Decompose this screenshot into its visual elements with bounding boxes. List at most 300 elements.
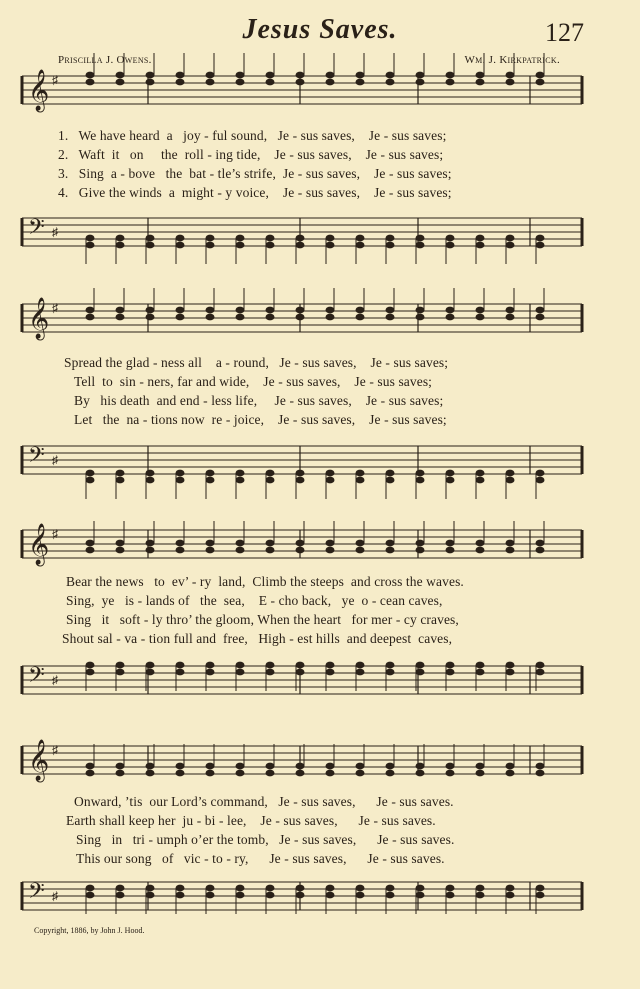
notehead bbox=[476, 477, 485, 484]
notehead bbox=[416, 314, 425, 321]
notehead bbox=[386, 235, 395, 242]
notehead bbox=[386, 470, 395, 477]
system-2-verse-3: By his death and end - less life, Je - sus saves, Je - sus saves; bbox=[74, 393, 444, 408]
notehead bbox=[176, 470, 185, 477]
notehead bbox=[356, 892, 365, 899]
system-1-treble-staff bbox=[0, 64, 640, 124]
notehead bbox=[476, 669, 485, 676]
notehead bbox=[506, 770, 515, 777]
notehead bbox=[326, 470, 335, 477]
notehead bbox=[416, 547, 425, 554]
notehead bbox=[206, 242, 215, 249]
system-4-bass-staff bbox=[0, 870, 640, 930]
notehead bbox=[146, 314, 155, 321]
notehead bbox=[386, 72, 395, 79]
notehead bbox=[176, 235, 185, 242]
notehead bbox=[116, 79, 125, 86]
notehead bbox=[176, 477, 185, 484]
system-4-verse-3: Sing in tri - umph o’er the tomb, Je - sus saves, Je - sus saves. bbox=[76, 832, 455, 847]
page-number: 127 bbox=[545, 18, 584, 47]
notehead bbox=[206, 235, 215, 242]
notehead bbox=[236, 79, 245, 86]
notehead bbox=[236, 314, 245, 321]
notehead bbox=[506, 470, 515, 477]
notehead bbox=[356, 307, 365, 314]
notehead bbox=[356, 662, 365, 669]
notehead bbox=[506, 242, 515, 249]
notehead bbox=[266, 235, 275, 242]
system-3-verse-2: Sing, ye is - lands of the sea, E - cho back, ye o - cean caves, bbox=[66, 593, 443, 608]
notehead bbox=[146, 242, 155, 249]
notehead bbox=[476, 72, 485, 79]
notehead bbox=[446, 79, 455, 86]
notehead bbox=[296, 79, 305, 86]
notehead bbox=[236, 885, 245, 892]
notehead bbox=[386, 763, 395, 770]
notehead bbox=[296, 477, 305, 484]
notehead bbox=[326, 547, 335, 554]
system-1-bass-staff bbox=[0, 206, 640, 266]
notehead bbox=[116, 669, 125, 676]
system-1-verse-2: 2. Waft it on the roll - ing tide, Je - sus saves, Je - sus saves; bbox=[58, 147, 444, 162]
key-signature-sharp-icon: ♯ bbox=[52, 453, 58, 467]
system-4-verse-4: This our song of vic - to - ry, Je - sus saves, Je - sus saves. bbox=[76, 851, 445, 866]
notehead bbox=[266, 470, 275, 477]
notehead bbox=[416, 307, 425, 314]
notehead bbox=[176, 314, 185, 321]
notehead bbox=[206, 892, 215, 899]
notehead bbox=[296, 885, 305, 892]
notehead bbox=[266, 669, 275, 676]
notehead bbox=[146, 662, 155, 669]
notehead bbox=[86, 477, 95, 484]
notehead bbox=[506, 892, 515, 899]
system-2-verse-4: Let the na - tions now re - joice, Je - sus saves, Je - sus saves; bbox=[74, 412, 447, 427]
notehead bbox=[326, 885, 335, 892]
system-3-verse-3: Sing it soft - ly thro’ the gloom, When the heart for mer - cy craves, bbox=[66, 612, 459, 627]
notehead bbox=[356, 72, 365, 79]
notehead bbox=[176, 242, 185, 249]
notehead bbox=[536, 662, 545, 669]
notehead bbox=[206, 770, 215, 777]
notehead bbox=[476, 235, 485, 242]
composer-credit: Wm. J. Kirkpatrick. bbox=[464, 54, 560, 66]
notehead bbox=[86, 540, 95, 547]
notehead bbox=[506, 79, 515, 86]
notehead bbox=[266, 242, 275, 249]
notehead bbox=[146, 892, 155, 899]
notehead bbox=[86, 892, 95, 899]
notehead bbox=[536, 79, 545, 86]
key-signature-sharp-icon: ♯ bbox=[52, 889, 58, 903]
notehead bbox=[326, 477, 335, 484]
notehead bbox=[116, 314, 125, 321]
notehead bbox=[356, 547, 365, 554]
notehead bbox=[356, 885, 365, 892]
key-signature-sharp-icon: ♯ bbox=[52, 225, 58, 239]
notehead bbox=[446, 540, 455, 547]
notehead bbox=[386, 79, 395, 86]
notehead bbox=[356, 470, 365, 477]
notehead bbox=[326, 669, 335, 676]
system-1-verse-4: 4. Give the winds a might - y voice, Je - sus saves, Je - sus saves; bbox=[58, 185, 452, 200]
notehead bbox=[386, 540, 395, 547]
notehead bbox=[326, 892, 335, 899]
notehead bbox=[236, 235, 245, 242]
notehead bbox=[146, 235, 155, 242]
notehead bbox=[446, 770, 455, 777]
notehead bbox=[446, 235, 455, 242]
notehead bbox=[476, 242, 485, 249]
notehead bbox=[296, 235, 305, 242]
notehead bbox=[476, 662, 485, 669]
notehead bbox=[536, 885, 545, 892]
notehead bbox=[536, 669, 545, 676]
notehead bbox=[206, 662, 215, 669]
notehead bbox=[416, 770, 425, 777]
notehead bbox=[86, 770, 95, 777]
notehead bbox=[236, 892, 245, 899]
notehead bbox=[176, 763, 185, 770]
notehead bbox=[386, 892, 395, 899]
notehead bbox=[506, 547, 515, 554]
notehead bbox=[476, 892, 485, 899]
notehead bbox=[536, 477, 545, 484]
notehead bbox=[326, 314, 335, 321]
treble-clef-icon: 𝄞 bbox=[28, 298, 50, 339]
notehead bbox=[146, 547, 155, 554]
notehead bbox=[356, 477, 365, 484]
notehead bbox=[146, 885, 155, 892]
notehead bbox=[356, 235, 365, 242]
notehead bbox=[536, 770, 545, 777]
notehead bbox=[536, 72, 545, 79]
notehead bbox=[416, 79, 425, 86]
key-signature-sharp-icon: ♯ bbox=[52, 673, 58, 687]
notehead bbox=[86, 235, 95, 242]
notehead bbox=[506, 235, 515, 242]
notehead bbox=[86, 314, 95, 321]
notehead bbox=[296, 547, 305, 554]
notehead bbox=[326, 307, 335, 314]
notehead bbox=[206, 72, 215, 79]
notehead bbox=[266, 307, 275, 314]
notehead bbox=[266, 547, 275, 554]
bass-clef-icon: 𝄢 bbox=[28, 215, 45, 245]
notehead bbox=[176, 72, 185, 79]
notehead bbox=[146, 79, 155, 86]
notehead bbox=[296, 242, 305, 249]
notehead bbox=[116, 477, 125, 484]
notehead bbox=[206, 763, 215, 770]
notehead bbox=[206, 314, 215, 321]
notehead bbox=[476, 470, 485, 477]
notehead bbox=[536, 763, 545, 770]
notehead bbox=[506, 477, 515, 484]
treble-clef-icon: 𝄞 bbox=[28, 524, 50, 565]
notehead bbox=[476, 79, 485, 86]
notehead bbox=[356, 763, 365, 770]
notehead bbox=[206, 885, 215, 892]
system-3-treble-staff bbox=[0, 518, 640, 578]
notehead bbox=[506, 885, 515, 892]
notehead bbox=[116, 885, 125, 892]
notehead bbox=[86, 242, 95, 249]
notehead bbox=[506, 662, 515, 669]
notehead bbox=[86, 669, 95, 676]
notehead bbox=[416, 669, 425, 676]
notehead bbox=[266, 79, 275, 86]
notehead bbox=[446, 307, 455, 314]
notehead bbox=[296, 763, 305, 770]
notehead bbox=[86, 547, 95, 554]
notehead bbox=[506, 540, 515, 547]
notehead bbox=[506, 72, 515, 79]
system-2-bass-staff bbox=[0, 434, 640, 494]
notehead bbox=[266, 662, 275, 669]
notehead bbox=[206, 669, 215, 676]
notehead bbox=[116, 770, 125, 777]
notehead bbox=[416, 885, 425, 892]
notehead bbox=[236, 547, 245, 554]
notehead bbox=[296, 470, 305, 477]
notehead bbox=[506, 669, 515, 676]
notehead bbox=[176, 307, 185, 314]
notehead bbox=[446, 470, 455, 477]
system-2-verse-2: Tell to sin - ners, far and wide, Je - sus saves, Je - sus saves; bbox=[74, 374, 433, 389]
notehead bbox=[146, 669, 155, 676]
notehead bbox=[176, 540, 185, 547]
notehead bbox=[236, 72, 245, 79]
system-3-verse-1: Bear the news to ev’ - ry land, Climb the steeps and cross the waves. bbox=[66, 574, 464, 589]
bass-clef-icon: 𝄢 bbox=[28, 443, 45, 473]
key-signature-sharp-icon: ♯ bbox=[52, 527, 58, 541]
notehead bbox=[266, 892, 275, 899]
notehead bbox=[536, 314, 545, 321]
system-1-verse-3: 3. Sing a - bove the bat - tle’s strife, Je - sus saves, Je - sus saves; bbox=[58, 166, 452, 181]
notehead bbox=[536, 540, 545, 547]
notehead bbox=[506, 314, 515, 321]
notehead bbox=[446, 477, 455, 484]
notehead bbox=[266, 477, 275, 484]
notehead bbox=[146, 540, 155, 547]
page-title: Jesus Saves. bbox=[242, 14, 398, 45]
notehead bbox=[206, 547, 215, 554]
notehead bbox=[446, 72, 455, 79]
notehead bbox=[416, 72, 425, 79]
notehead bbox=[356, 669, 365, 676]
notehead bbox=[86, 470, 95, 477]
key-signature-sharp-icon: ♯ bbox=[52, 301, 58, 315]
system-1-verse-1: 1. We have heard a joy - ful sound, Je - sus saves, Je - sus saves; bbox=[58, 128, 447, 143]
notehead bbox=[296, 540, 305, 547]
notehead bbox=[326, 235, 335, 242]
notehead bbox=[416, 662, 425, 669]
notehead bbox=[416, 763, 425, 770]
notehead bbox=[356, 79, 365, 86]
notehead bbox=[476, 547, 485, 554]
bass-clef-icon: 𝄢 bbox=[28, 663, 45, 693]
notehead bbox=[446, 885, 455, 892]
notehead bbox=[446, 662, 455, 669]
notehead bbox=[206, 79, 215, 86]
notehead bbox=[356, 242, 365, 249]
notehead bbox=[146, 477, 155, 484]
notehead bbox=[446, 242, 455, 249]
notehead bbox=[86, 79, 95, 86]
notehead bbox=[146, 770, 155, 777]
notehead bbox=[536, 242, 545, 249]
notehead bbox=[236, 307, 245, 314]
notehead bbox=[446, 547, 455, 554]
notehead bbox=[356, 540, 365, 547]
notehead bbox=[326, 770, 335, 777]
notehead bbox=[386, 242, 395, 249]
notehead bbox=[326, 72, 335, 79]
notehead bbox=[176, 885, 185, 892]
system-4-treble-staff bbox=[0, 734, 640, 794]
notehead bbox=[476, 763, 485, 770]
treble-clef-icon: 𝄞 bbox=[28, 740, 50, 781]
notehead bbox=[116, 307, 125, 314]
notehead bbox=[326, 79, 335, 86]
notehead bbox=[386, 885, 395, 892]
notehead bbox=[206, 307, 215, 314]
notehead bbox=[236, 470, 245, 477]
notehead bbox=[506, 763, 515, 770]
notehead bbox=[176, 662, 185, 669]
notehead bbox=[356, 314, 365, 321]
notehead bbox=[536, 470, 545, 477]
notehead bbox=[236, 662, 245, 669]
notehead bbox=[296, 314, 305, 321]
notehead bbox=[296, 307, 305, 314]
notehead bbox=[446, 314, 455, 321]
notehead bbox=[116, 547, 125, 554]
notehead bbox=[116, 470, 125, 477]
key-signature-sharp-icon: ♯ bbox=[52, 743, 58, 757]
notehead bbox=[416, 892, 425, 899]
system-3-verse-4: Shout sal - va - tion full and free, High - est hills and deepest caves, bbox=[62, 631, 453, 646]
system-2-treble-staff bbox=[0, 292, 640, 352]
notehead bbox=[86, 307, 95, 314]
notehead bbox=[416, 540, 425, 547]
treble-clef-icon: 𝄞 bbox=[28, 70, 50, 111]
notehead bbox=[326, 242, 335, 249]
notehead bbox=[536, 307, 545, 314]
key-signature-sharp-icon: ♯ bbox=[52, 73, 58, 87]
notehead bbox=[146, 470, 155, 477]
notehead bbox=[236, 242, 245, 249]
notehead bbox=[446, 763, 455, 770]
notehead bbox=[416, 470, 425, 477]
notehead bbox=[386, 662, 395, 669]
notehead bbox=[86, 885, 95, 892]
notehead bbox=[296, 770, 305, 777]
notehead bbox=[476, 307, 485, 314]
lyricist-credit: Priscilla J. Owens. bbox=[58, 54, 152, 66]
notehead bbox=[116, 892, 125, 899]
notehead bbox=[206, 470, 215, 477]
notehead bbox=[476, 885, 485, 892]
notehead bbox=[536, 235, 545, 242]
notehead bbox=[476, 540, 485, 547]
notehead bbox=[266, 314, 275, 321]
notehead bbox=[86, 763, 95, 770]
notehead bbox=[116, 540, 125, 547]
notehead bbox=[116, 235, 125, 242]
notehead bbox=[236, 540, 245, 547]
notehead bbox=[386, 477, 395, 484]
notehead bbox=[326, 763, 335, 770]
notehead bbox=[116, 242, 125, 249]
notehead bbox=[326, 540, 335, 547]
system-3-bass-staff bbox=[0, 654, 640, 714]
notehead bbox=[236, 763, 245, 770]
notehead bbox=[506, 307, 515, 314]
notehead bbox=[176, 547, 185, 554]
notehead bbox=[236, 770, 245, 777]
notehead bbox=[446, 669, 455, 676]
notehead bbox=[386, 307, 395, 314]
notehead bbox=[206, 477, 215, 484]
notehead bbox=[446, 892, 455, 899]
notehead bbox=[416, 242, 425, 249]
notehead bbox=[176, 669, 185, 676]
notehead bbox=[356, 770, 365, 777]
notehead bbox=[476, 314, 485, 321]
notehead bbox=[266, 763, 275, 770]
notehead bbox=[116, 72, 125, 79]
notehead bbox=[416, 477, 425, 484]
notehead bbox=[476, 770, 485, 777]
notehead bbox=[236, 477, 245, 484]
copyright-notice: Copyright, 1886, by John J. Hood. bbox=[34, 926, 145, 935]
system-4-verse-2: Earth shall keep her ju - bi - lee, Je - sus saves, Je - sus saves. bbox=[66, 813, 436, 828]
notehead bbox=[176, 79, 185, 86]
notehead bbox=[296, 662, 305, 669]
notehead bbox=[386, 770, 395, 777]
notehead bbox=[296, 669, 305, 676]
notehead bbox=[116, 763, 125, 770]
notehead bbox=[386, 547, 395, 554]
notehead bbox=[386, 314, 395, 321]
notehead bbox=[146, 763, 155, 770]
notehead bbox=[266, 72, 275, 79]
notehead bbox=[176, 892, 185, 899]
notehead bbox=[116, 662, 125, 669]
system-4-verse-1: Onward, ’tis our Lord’s command, Je - sus saves, Je - sus saves. bbox=[74, 794, 454, 809]
notehead bbox=[86, 72, 95, 79]
notehead bbox=[236, 669, 245, 676]
notehead bbox=[146, 307, 155, 314]
notehead bbox=[536, 892, 545, 899]
notehead bbox=[386, 669, 395, 676]
notehead bbox=[206, 540, 215, 547]
notehead bbox=[266, 885, 275, 892]
notehead bbox=[176, 770, 185, 777]
notehead bbox=[416, 235, 425, 242]
notehead bbox=[266, 540, 275, 547]
notehead bbox=[536, 547, 545, 554]
notehead bbox=[146, 72, 155, 79]
notehead bbox=[326, 662, 335, 669]
notehead bbox=[266, 770, 275, 777]
notehead bbox=[296, 892, 305, 899]
notehead bbox=[86, 662, 95, 669]
bass-clef-icon: 𝄢 bbox=[28, 879, 45, 909]
system-2-verse-1: Spread the glad - ness all a - round, Je - sus saves, Je - sus saves; bbox=[64, 355, 449, 370]
